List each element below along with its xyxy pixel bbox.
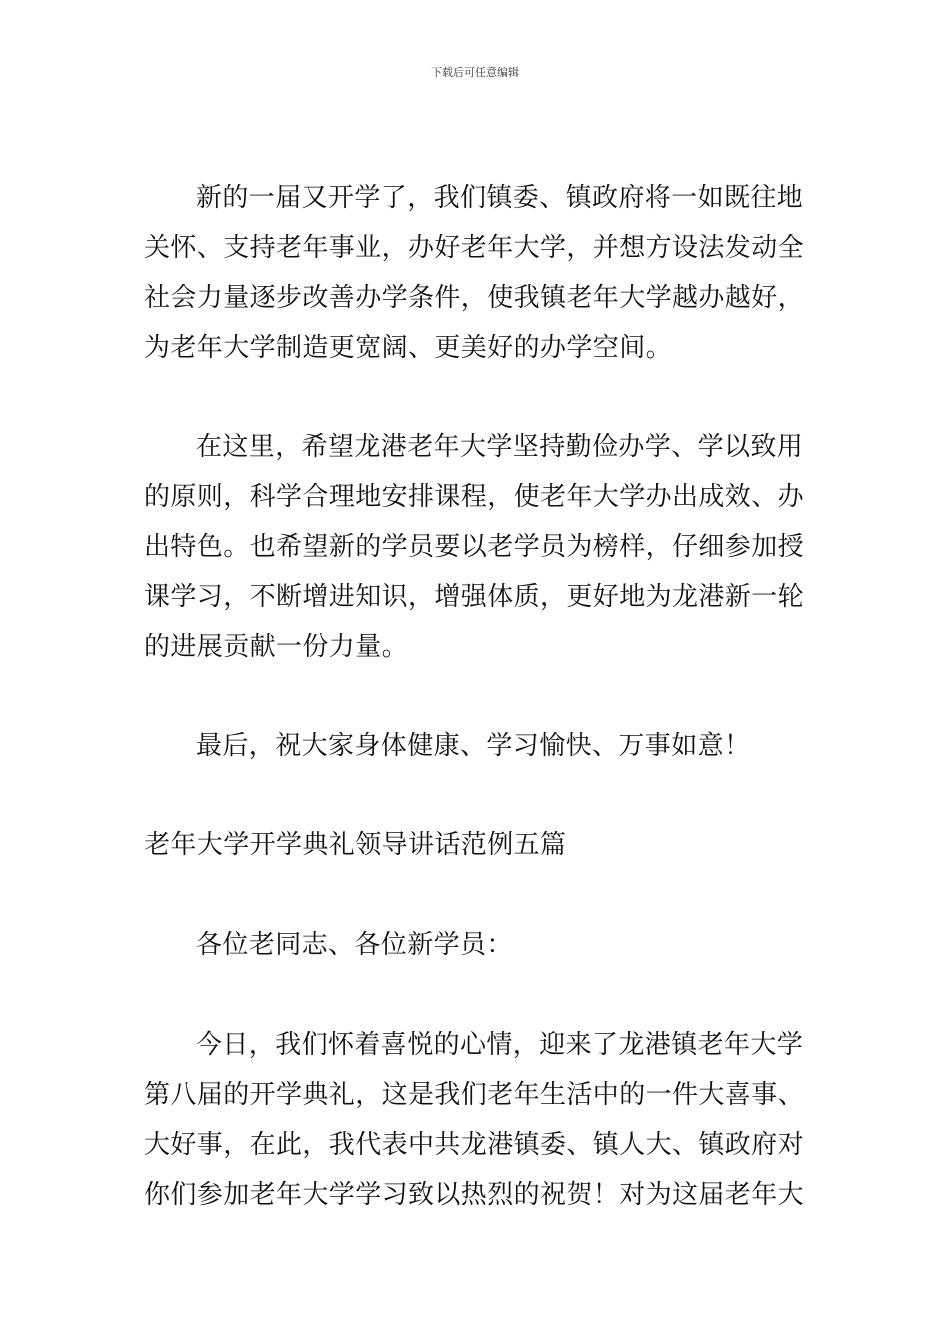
paragraph-2-line-5: 的进展贡献一份力量。 [144, 632, 409, 662]
salutation: 各位老同志、各位新学员： [196, 930, 513, 960]
page-header-note: 下载后可任意编辑 [431, 66, 519, 79]
paragraph-2-line-1: 在这里，希望龙港老年大学坚持勤俭办学、学以致用 [196, 432, 804, 462]
paragraph-2-line-4: 课学习，不断增进知识，增强体质，更好地为龙港新一轮 [144, 582, 805, 612]
paragraph-1-line-4: 为老年大学制造更宽阔、更美好的办学空间。 [144, 333, 673, 363]
paragraph-2-line-2: 的原则，科学合理地安排课程，使老年大学办出成效、办 [144, 482, 805, 512]
paragraph-1-line-1: 新的一届又开学了，我们镇委、镇政府将一如既往地 [196, 183, 804, 213]
paragraph-2-line-3: 出特色。也希望新的学员要以老学员为榜样，仔细参加授 [144, 532, 805, 562]
paragraph-4-line-3: 大好事，在此，我代表中共龙港镇委、镇人大、镇政府对 [144, 1130, 805, 1160]
section-title: 老年大学开学典礼领导讲话范例五篇 [144, 830, 567, 860]
paragraph-1-line-3: 社会力量逐步改善办学条件，使我镇老年大学越办越好， [144, 283, 805, 313]
paragraph-1-line-2: 关怀、支持老年事业，办好老年大学，并想方设法发动全 [144, 233, 805, 263]
paragraph-3: 最后，祝大家身体健康、学习愉快、万事如意！ [196, 731, 751, 761]
paragraph-4-line-2: 第八届的开学典礼，这是我们老年生活中的一件大喜事、 [144, 1080, 805, 1110]
paragraph-4-line-4: 你们参加老年大学学习致以热烈的祝贺！对为这届老年大 [144, 1180, 805, 1210]
paragraph-4-line-1: 今日，我们怀着喜悦的心情，迎来了龙港镇老年大学 [196, 1030, 804, 1060]
